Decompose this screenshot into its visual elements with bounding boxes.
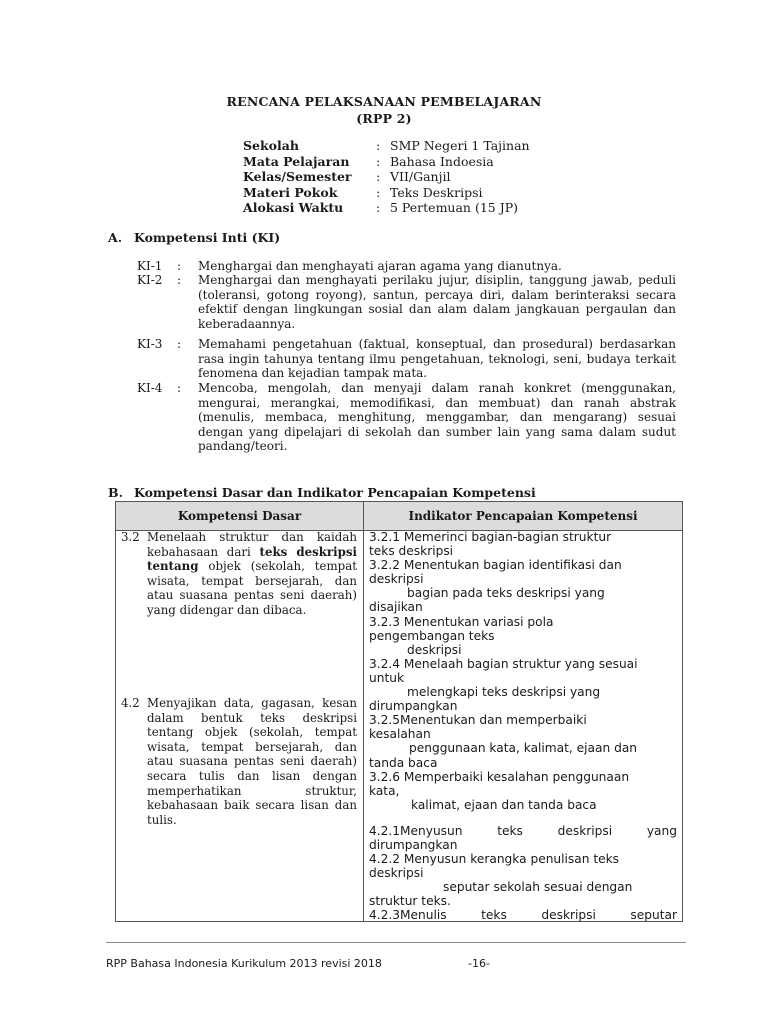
identity-label: Materi Pokok xyxy=(243,184,338,200)
identity-label: Sekolah xyxy=(243,138,299,153)
identity-label: Mata Pelajaran xyxy=(243,153,350,169)
indicator-line: melengkapi teks deskripsi yang xyxy=(407,685,601,700)
section-title: Kompetensi Dasar dan Indikator Pencapaian Kompetensi xyxy=(134,485,536,500)
kd-text-part: objek (sekolah, tempat wisata, tempat bersejarah, dan atau suasana pentas seni daerah) yang didengar dan dibaca. xyxy=(147,559,357,617)
identity-colon: : xyxy=(376,200,381,215)
indicator-line: seputar sekolah sesuai dengan xyxy=(443,880,633,895)
ki-text: Menghargai dan menghayati ajaran agama yang dianutnya. xyxy=(198,259,562,273)
indicator-line: penggunaan kata, kalimat, ejaan dan xyxy=(409,741,638,756)
indicator-line: bagian pada teks deskripsi yang xyxy=(407,586,605,601)
ki-colon: : xyxy=(177,337,182,351)
identity-value: VII/Ganjil xyxy=(390,169,451,184)
indicator-line: untuk xyxy=(369,670,405,685)
ki-colon: : xyxy=(177,381,182,395)
identity-row-materi-pokok xyxy=(243,185,530,201)
table-header-row xyxy=(116,502,682,531)
indicator-column xyxy=(369,530,677,923)
indicator-line: 4.2.3Menulis teks deskripsi seputar xyxy=(369,908,677,923)
ki-colon: : xyxy=(177,259,182,273)
ki-colon: : xyxy=(177,273,182,287)
identity-block xyxy=(243,138,530,216)
section-letter: A. xyxy=(108,230,123,245)
footer-divider xyxy=(106,942,686,943)
kd-text: Menyajikan data, gagasan, kesan dalam bentuk teks deskripsi tentang objek (sekolah, tempat wisata, tempat bersejarah, dan atau suasana pentas seni daerah) secara tulis dan lisan dengan memperhatikan struktur, kebahasaan baik secara lisan dan tulis. xyxy=(147,696,357,827)
identity-row-alokasi-waktu xyxy=(243,200,530,216)
kd-number: 4.2 xyxy=(121,696,140,710)
ki-code: KI-1 xyxy=(137,259,163,273)
section-b-heading xyxy=(108,485,536,500)
indicator-line: disajikan xyxy=(369,600,423,615)
footer-title: RPP Bahasa Indonesia Kurikulum 2013 revisi 2018 xyxy=(106,957,382,970)
identity-value: 5 Pertemuan (15 JP) xyxy=(390,200,519,215)
identity-row-mata-pelajaran xyxy=(243,154,530,170)
indicator-line: deskripsi xyxy=(369,866,424,881)
indicator-line: struktur teks. xyxy=(369,894,451,909)
indicator-line: 3.2.4 Menelaah bagian struktur yang sesuai xyxy=(369,656,638,671)
identity-value: Teks Deskripsi xyxy=(390,184,483,200)
identity-row-sekolah xyxy=(243,138,530,154)
indicator-line: 3.2.2 Menentukan bagian identifikasi dan xyxy=(369,558,622,573)
ki-code: KI-2 xyxy=(137,273,163,287)
indicator-line: 3.2.1 Memerinci bagian-bagian struktur xyxy=(369,530,612,544)
identity-value: Bahasa Indoesia xyxy=(390,153,494,169)
ki-text: Menghargai dan menghayati perilaku jujur, disiplin, tanggung jawab, peduli (toleransi, gotong royong), santun, percaya diri, dalam berinteraksi secara efektif dengan lingkungan sosial dan alam dalam jangkauan pergaulan dan keberadaannya. xyxy=(198,273,676,331)
identity-colon: : xyxy=(376,184,381,200)
indicator-line: tanda baca xyxy=(369,755,438,770)
section-letter: B. xyxy=(108,485,123,500)
identity-label: Alokasi Waktu xyxy=(243,200,344,215)
identity-colon: : xyxy=(376,138,381,153)
indicator-line: deskripsi xyxy=(407,642,462,657)
table-header-kompetensi-dasar: Kompetensi Dasar xyxy=(177,509,302,523)
ki-code: KI-4 xyxy=(137,381,163,395)
kd-text-part: Menelaah struktur dan kaidah kebahasaan dari xyxy=(147,530,357,559)
ki-text: Mencoba, mengolah, dan menyaji dalam ranah konkret (menggunakan, mengurai, merangkai, memodifikasi, dan membuat) dan ranah abstrak (menulis, membaca, menghitung, menggambar, dan mengarang) sesuai dengan yang dipelajari di sekolah dan sumber lain yang sama dalam sudut pandang/teori. xyxy=(198,381,676,454)
section-title: Kompetensi Inti (KI) xyxy=(134,230,281,245)
indicator-spacer xyxy=(369,812,677,824)
indicator-line: kata, xyxy=(369,783,400,798)
identity-value: SMP Negeri 1 Tajinan xyxy=(390,138,530,153)
table-header-indikator: Indikator Pencapaian Kompetensi xyxy=(408,509,638,523)
identity-label: Kelas/Semester xyxy=(243,169,352,184)
indicator-line: teks deskripsi xyxy=(369,544,454,559)
indicator-line: dirumpangkan xyxy=(369,837,458,852)
kd-text xyxy=(147,530,357,618)
identity-colon: : xyxy=(376,169,381,184)
indicator-line: kesalahan xyxy=(369,727,431,742)
document-title: RENCANA PELAKSANAAN PEMBELAJARAN xyxy=(226,94,542,109)
indicator-line: 3.2.6 Memperbaiki kesalahan penggunaan xyxy=(369,769,630,784)
indicator-line: dirumpangkan xyxy=(369,699,458,714)
page-number: -16- xyxy=(468,957,490,970)
indicator-line: kalimat, ejaan dan tanda baca xyxy=(411,797,597,812)
identity-colon: : xyxy=(376,153,381,169)
indicator-line: deskripsi xyxy=(369,572,424,587)
ki-code: KI-3 xyxy=(137,337,163,351)
section-a-heading xyxy=(108,230,280,245)
ki-text: Memahami pengetahuan (faktual, konseptual, dan prosedural) berdasarkan rasa ingin tahunya tentang ilmu pengetahuan, teknologi, seni, budaya terkait fenomena dan kejadian tampak mata. xyxy=(198,337,676,381)
indicator-line: 3.2.3 Menentukan variasi pola xyxy=(369,614,554,629)
kd-text-bold: teks deskripsi tentang xyxy=(147,544,358,574)
document-subtitle: (RPP 2) xyxy=(356,111,412,126)
indicator-line: 4.2.1Menyusun teks deskripsi yang xyxy=(369,823,677,838)
indicator-line: pengembangan teks xyxy=(369,628,495,643)
indicator-line: 3.2.5Menentukan dan memperbaiki xyxy=(369,713,587,728)
identity-row-kelas-semester xyxy=(243,169,530,185)
indicator-line: 4.2.2 Menyusun kerangka penulisan teks xyxy=(369,852,620,867)
table-column-divider xyxy=(363,502,364,921)
kd-number: 3.2 xyxy=(121,530,140,544)
